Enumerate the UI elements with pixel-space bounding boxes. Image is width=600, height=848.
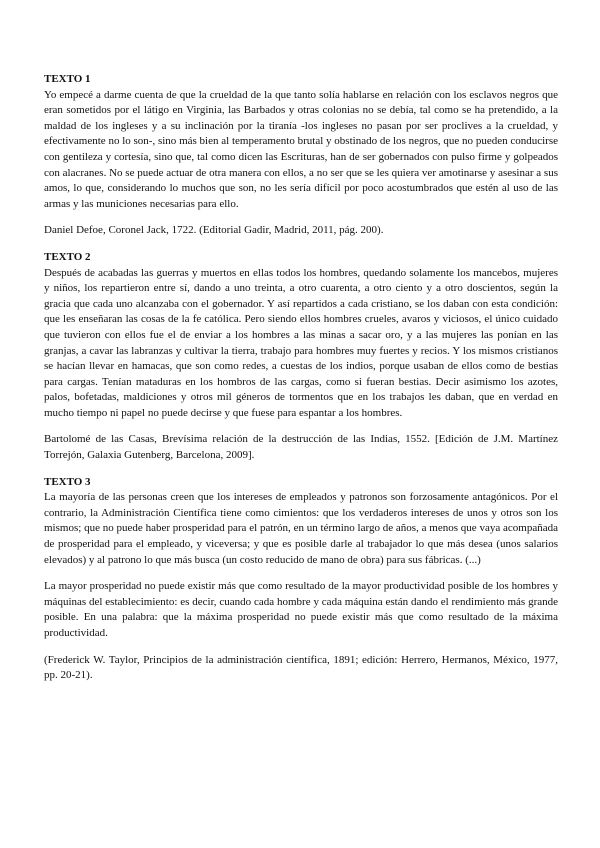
text-1-heading: TEXTO 1 xyxy=(44,73,91,85)
text-3-paragraph-1: La mayoría de las personas creen que los intereses de empleados y patronos son forzosamente antagónicos. Por el contrario, la Administración Científica tiene como cimientos: que los verdaderos intereses de unos y otros son los mismos; que no puede haber prosperidad para el patrón, en un término largo de años, a menos que vaya acompañada de prosperidad para el empleado, y viceversa; y que es posible darle al trabajador lo que más desea (unos salarios elevados) y al patrono lo que más busca (un costo reducido de mano de obra) para sus fábricas. (...) xyxy=(44,491,558,566)
text-1-citation: Daniel Defoe, Coronel Jack, 1722. (Editorial Gadir, Madrid, 2011, pág. 200). xyxy=(44,224,384,237)
text-2-heading: TEXTO 2 xyxy=(44,250,91,263)
document-page xyxy=(44,72,558,684)
text-2-section xyxy=(44,250,558,464)
text-1-paragraph: Yo empecé a darme cuenta de que la crueldad de la que tanto solía hablarse en relación con los esclavos negros que eran sometidos por el látigo en Virginia, las Barbados y otras colonias no se debía, tal como se ha pretendido, a la maldad de los ingleses y a su inclinación por la tiranía -los ingleses no pasan por ser proclives a la crueldad, y efectivamente no lo son-, sino más bien al temperamento brutal y obstinado de los negros, que no pueden conducirse con gentileza y cortesía, sino que, tal como dicen las Escrituras, han de ser gobernados con pulso firme y golpeados con alacranes. No se puede actuar de otra manera con ellos, a no ser que se les quiera ver amotinarse y asesinar a sus amos, lo que, considerando lo muchos que son, no les sería difícil por poco acostumbrados que estén al uso de las armas y las municiones necesarias para ello. xyxy=(44,88,558,210)
text-3-citation: (Frederick W. Taylor, Principios de la administración científica, 1891; edición: Herrero, Hermanos, México, 1977, pp. 20-21). xyxy=(44,653,558,682)
text-3-heading: TEXTO 3 xyxy=(44,475,91,488)
text-2-paragraph: Después de acabadas las guerras y muertos en ellas todos los hombres, quedando solamente los mancebos, mujeres y niños, los repartieron entre sí, dando a uno treinta, a otro cuarenta, a otro ciento y a otro doscientos, según la gracia que cada uno alcanzaba con el gobernador. Y así repartidos a cada cristiano, se los daban con esta condición: que les enseñaran las cosas de la fe católica. Pero siendo ellos hombres crueles, avaros y viciosos, el único cuidado que tuvieron con ellos fue el de enviar a los hombres a las minas a sacar oro, y a las mujeres las ponían en las granjas, a cavar las labranzas y cultivar la tierra, trabajo para hombres muy fuertes y recios. Y los mismos cristianos se hacían llevar en hamacas, que son como redes, a cuestas de los indios, porque usaban de ellos como de bestias para cargas. Tenían mataduras en los hombros de las cargas, como si fueran bestias. Decir asimismo los azotes, palos, bofetadas, maldiciones y otros mil géneros de tormentos que en los trabajos les daban, que en verdad en mucho tiempo ni papel no puede decirse y que fuese para espantar a los hombres. xyxy=(44,266,558,419)
text-2-citation: Bartolomé de las Casas, Brevísima relación de la destrucción de las Indias, 1552. [Edición de J.M. Martínez Torrejón, Galaxia Gutenberg, Barcelona, 2009]. xyxy=(44,433,558,462)
text-1-section xyxy=(44,72,558,239)
text-3-section xyxy=(44,475,558,684)
text-3-paragraph-2: La mayor prosperidad no puede existir más que como resultado de la mayor productividad posible de los hombres y máquinas del establecimiento: es decir, cuando cada hombre y cada máquina están dando el rendimiento más grande posible. En una palabra: que la máxima prosperidad no puede existir más que como resultado de la máxima productividad. xyxy=(44,580,558,639)
